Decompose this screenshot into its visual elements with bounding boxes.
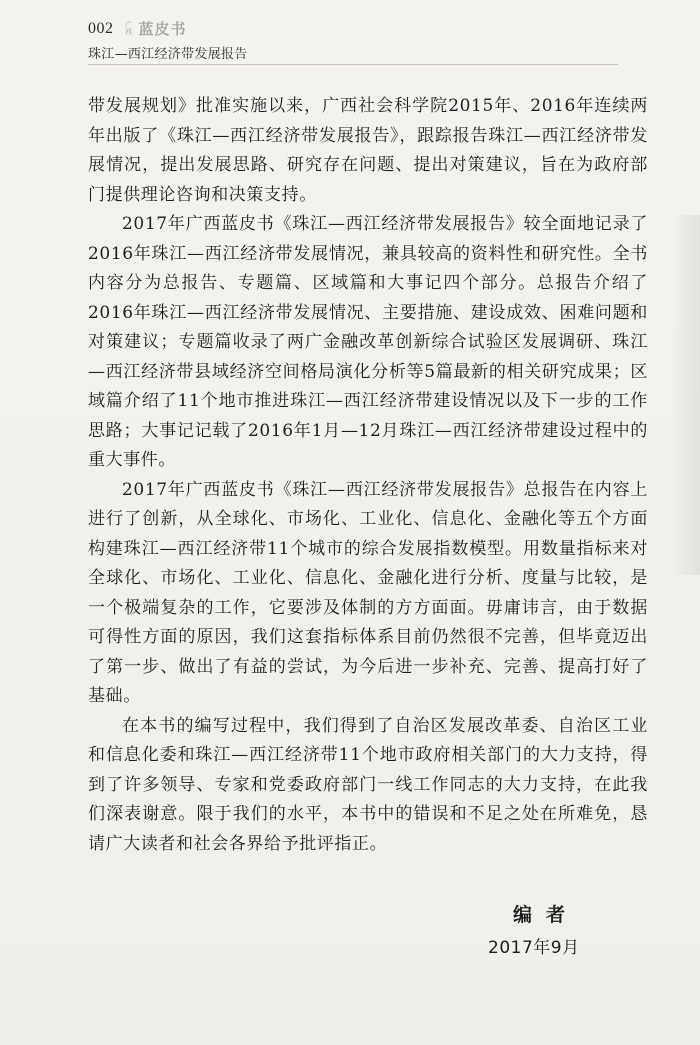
header-top-row	[88, 18, 648, 39]
logo-seal-icon	[122, 21, 136, 37]
logo-seal-line-2: 西	[125, 27, 132, 36]
running-header	[88, 18, 648, 62]
page-edge-shadow	[672, 215, 700, 575]
paragraph-2: 2017年广西蓝皮书《珠江—西江经济带发展报告》较全面地记录了2016年珠江—西江经济带发展情况，兼具较高的资料性和研究性。全书内容分为总报告、专题篇、区域篇和大事记四个部分。总报告介绍了2016年珠江—西江经济带发展情况、主要措施、建设成效、困难问题和对策建议；专题篇收录了两广金融改革创新综合试验区发展调研、珠江—西江经济带县域经济空间格局演化分析等5篇最新的相关研究成果；区域篇介绍了11个地市推进珠江—西江经济带建设情况以及下一步的工作思路；大事记记载了2016年1月—12月珠江—西江经济带建设过程中的重大事件。	[88, 214, 648, 470]
header-divider	[88, 64, 618, 65]
paragraph-3: 2017年广西蓝皮书《珠江—西江经济带发展报告》总报告在内容上进行了创新，从全球化、市场化、工业化、信息化、金融化等五个方面构建珠江—西江经济带11个城市的综合发展指数模型。用数量指标来对全球化、市场化、工业化、信息化、金融化进行分析、度量与比较，是一个极端复杂的工作，它要涉及体制的方方面面。毋庸讳言，由于数据可得性方面的原因，我们这套指标体系目前仍然很不完善，但毕竟迈出了第一步、做出了有益的尝试，为今后进一步补充、完善、提高打好了基础。	[88, 479, 648, 706]
logo-seal-line-1: 广	[125, 20, 132, 29]
running-title: 珠江—西江经济带发展报告	[88, 47, 248, 62]
preface-body	[88, 92, 648, 859]
paragraph-4: 在本书的编写过程中，我们得到了自治区发展改革委、自治区工业和信息化委和珠江—西江经济带11个地市政府相关部门的大力支持，得到了许多领导、专家和党委政府部门一线工作同志的大力支持，在此我们深表谢意。限于我们的水平，本书中的错误和不足之处在所难免，恳请广大读者和社会各界给予批评指正。	[88, 715, 648, 854]
signature-date: 2017年9月	[488, 938, 580, 958]
signature-editor: 编者	[513, 904, 580, 926]
series-logo	[122, 18, 187, 39]
logo-text: 蓝皮书	[138, 20, 187, 38]
paragraph-1: 带发展规划》批准实施以来，广西社会科学院2015年、2016年连续两年出版了《珠江—西江经济带发展报告》，跟踪报告珠江—西江经济带发展情况，提出发展思路、研究存在问题、提出对策建议，旨在为政府部门提供理论咨询和决策支持。	[88, 96, 648, 205]
page-number: 002	[88, 19, 114, 37]
